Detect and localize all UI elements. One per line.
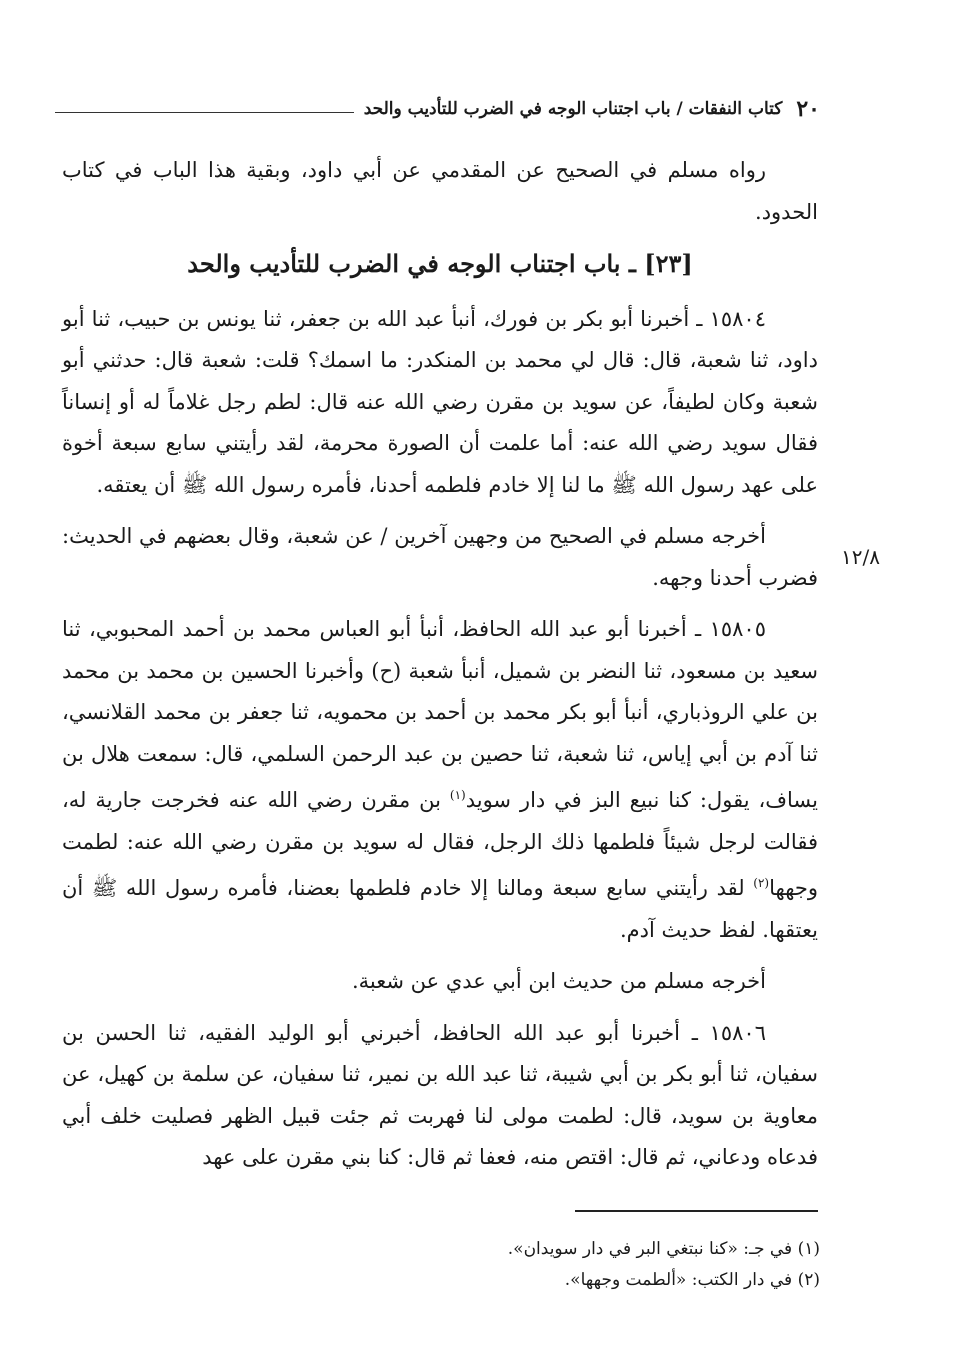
paragraph-takhrij-2: أخرجه مسلم من حديث ابن أبي عدي عن شعبة. — [351, 969, 766, 993]
footnote-1: (١) في جـ: «كنا نبتغي البر في دار سويدان». — [507, 1239, 820, 1259]
page-number: ٢٠ — [796, 96, 820, 122]
paragraph-intro: رواه مسلم في الصحيح عن المقدمي عن أبي داود، وبقية هذا الباب في كتاب الحدود. — [62, 158, 818, 224]
hadith-15805-part-1: ١٥٨٠٥ ـ أخبرنا أبو عبد الله الحافظ، أنبأ أبو العباس محمد بن أحمد المحبوبي، ثنا سعيد بن مسعود، ثنا النضر بن شميل، أنبأ شعبة (ح) وأخبرنا الحسين بن محمد بن محمد بن علي الروذباري، أنبأ أبو بكر محمد بن أحمد بن محمويه، ثنا جعفر بن محمد القلانسي، ثنا آدم بن أبي إياس، ثنا شعبة، ثنا حصين بن عبد الرحمن السلمي، قال: سمعت هلال بن يساف، يقول: كنا نبيع البز في دار سويد — [62, 617, 818, 812]
margin-volume-page-note: ١٢/٨ — [841, 545, 880, 569]
header-rule — [55, 112, 354, 113]
hadith-15805-part-2: بن مقرن رضي الله عنه فخرجت جارية له، فقالت لرجل شيئاً فلطمها ذلك الرجل، فقال له سويد بن مقرن رضي الله عنه: لطمت وجهها — [62, 788, 818, 900]
chapter-heading: [٢٣] ـ باب اجتناب الوجه في الضرب للتأديب والحد — [187, 249, 693, 278]
footnotes — [420, 1234, 820, 1296]
paragraph-takhrij-1: أخرجه مسلم في الصحيح من وجهين آخرين / عن شعبة، وقال بعضهم في الحديث: فضرب أحدنا وجهه. — [62, 524, 818, 590]
footnote-ref-2[interactable]: (٢) — [753, 876, 770, 890]
footnote-separator — [575, 1210, 818, 1212]
main-text — [62, 150, 818, 1179]
running-title: كتاب النفقات / باب اجتناب الوجه في الضرب للتأديب والحد — [363, 99, 783, 119]
hadith-15805 — [62, 609, 818, 951]
page-header — [55, 92, 820, 126]
footnote-2: (٢) في دار الكتب: «ألطمت وجهها». — [564, 1270, 820, 1290]
hadith-15805-part-3: لقد رأيتني سابع سبعة ومالنا إلا خادم فلطمها بعضنا، فأمره رسول الله ﷺ أن يعتقها. لفظ حديث آدم. — [62, 876, 818, 942]
footnote-ref-1[interactable]: (١) — [449, 788, 466, 802]
hadith-15804: ١٥٨٠٤ ـ أخبرنا أبو بكر بن فورك، أنبأ عبد الله بن جعفر، ثنا يونس بن حبيب، ثنا أبو داود، ثنا شعبة، قال: قال لي محمد بن المنكدر: ما اسمك؟ قلت: شعبة قال: حدثني أبو شعبة وكان لطيفاً، عن سويد بن مقرن رضي الله عنه قال: لطم رجل غلاماً له أو إنساناً فقال سويد رضي الله عنه: أما علمت أن الصورة محرمة، لقد رأيتني سابع سبعة أخوة على عهد رسول الله ﷺ ما لنا إلا خادم فلطمه أحدنا، فأمره رسول الله ﷺ أن يعتقه. — [62, 306, 818, 497]
hadith-15806: ١٥٨٠٦ ـ أخبرنا أبو عبد الله الحافظ، أخبرني أبو الوليد الفقيه، ثنا الحسن بن سفيان، ثنا أبو بكر بن أبي شيبة، ثنا عبد الله بن نمير، ثنا سفيان، عن سلمة بن كهيل، عن معاوية بن سويد، قال: لطمت مولى لنا فهربت ثم جئت قبيل الظهر فصليت خلف أبي فدعاه ودعاني، ثم قال: اقتص منه، فعفا ثم قال: كنا بني مقرن على عهد — [62, 1020, 818, 1169]
